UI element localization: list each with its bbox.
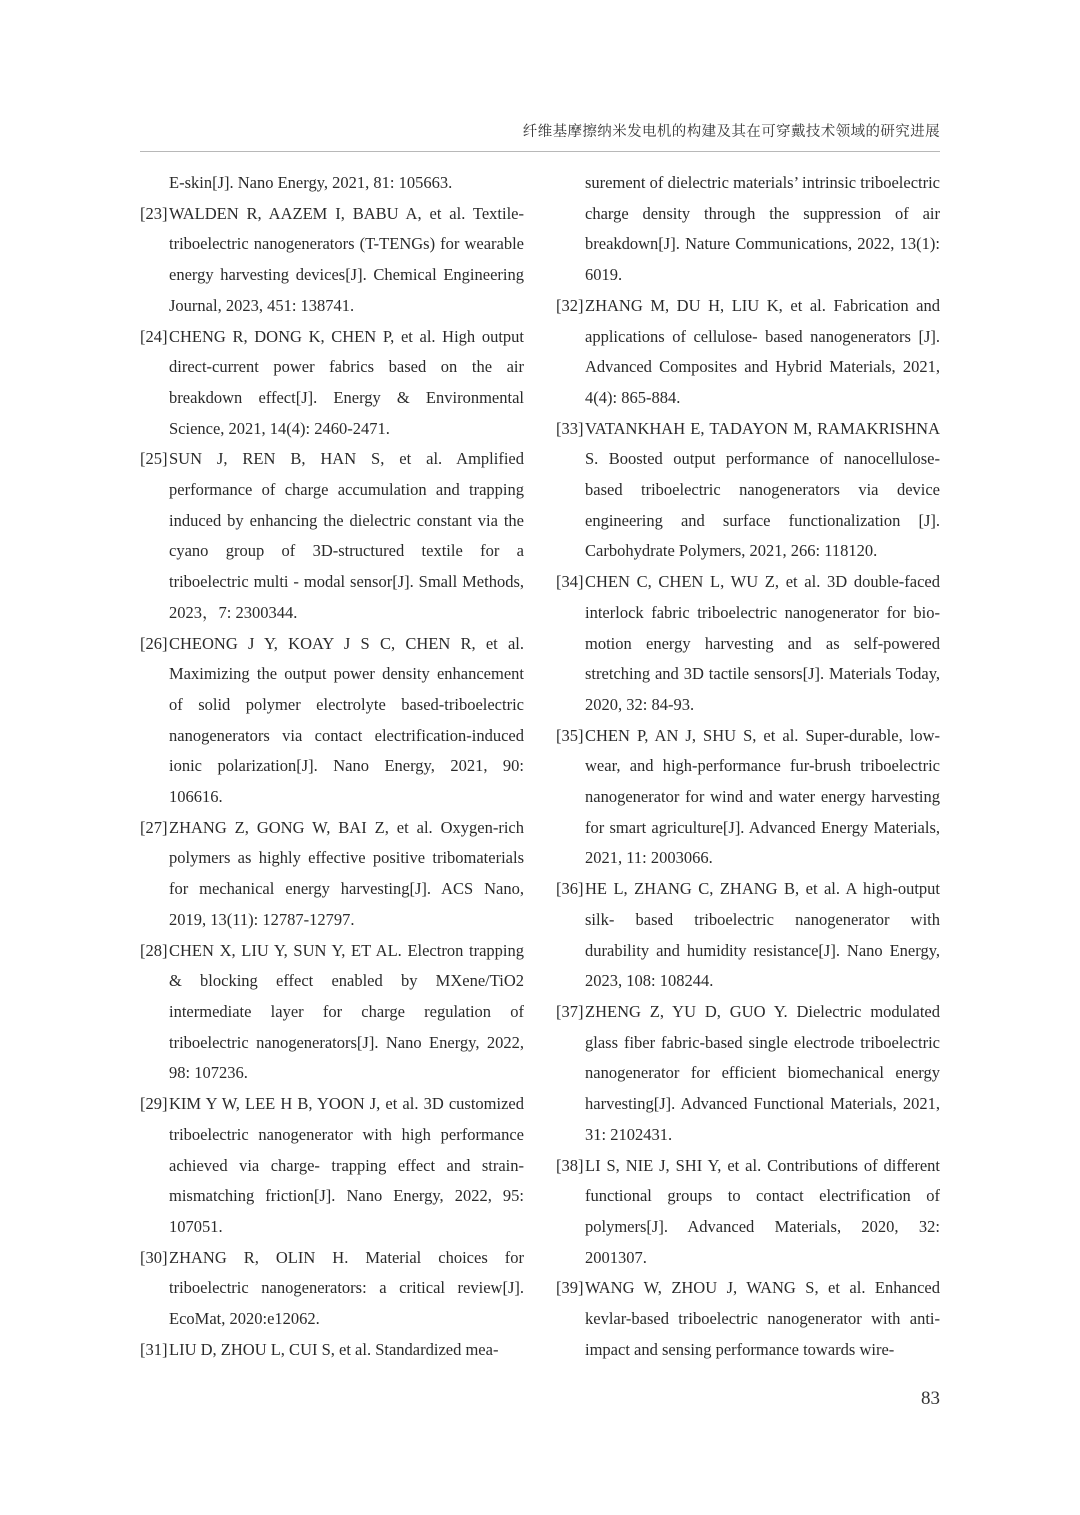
reference-text: WALDEN R, AAZEM I, BABU A, et al. Textile-triboelectric nanogenerators (T-TENGs) for wearable energy harvesting devices[J]. Chemical Engineering Journal, 2023, 451: 138741. bbox=[169, 203, 524, 315]
reference-text: ZHANG R, OLIN H. Material choices for triboelectric nanogenerators: a critical review[J]. EcoMat, 2020:e12062. bbox=[169, 1247, 524, 1329]
reference-continuation: E-skin[J]. Nano Energy, 2021, 81: 105663. bbox=[169, 173, 453, 192]
reference-item bbox=[556, 874, 940, 997]
reference-text: ZHANG Z, GONG W, BAI Z, et al. Oxygen-rich polymers as highly effective positive tribomaterials for mechanical energy harvesting[J]. ACS Nano, 2019, 13(11): 12787-12797. bbox=[169, 817, 524, 929]
reference-number: [25] bbox=[140, 449, 168, 469]
reference-item bbox=[556, 414, 940, 568]
reference-item bbox=[140, 322, 524, 445]
reference-item bbox=[556, 721, 940, 875]
reference-item bbox=[140, 936, 524, 1090]
right-column bbox=[556, 168, 940, 1365]
reference-item bbox=[140, 1243, 524, 1335]
reference-number: [37] bbox=[556, 1001, 584, 1021]
reference-item bbox=[140, 1089, 524, 1243]
reference-text: SUN J, REN B, HAN S, et al. Amplified performance of charge accumulation and trapping induced by enhancing the dielectric constant via the cyano group of 3D-structured textile for a triboelectric multi - modal sensor[J]. Small Methods, 2023，7: 2300344. bbox=[169, 449, 524, 622]
reference-number: [27] bbox=[140, 817, 168, 837]
reference-text: CHEN X, LIU Y, SUN Y, ET AL. Electron trapping & blocking effect enabled by MXene/TiO2 intermediate layer for charge regulation of triboelectric nanogenerators[J]. Nano Energy, 2022, 98: 107236. bbox=[169, 940, 524, 1083]
reference-text: ZHENG Z, YU D, GUO Y. Dielectric modulated glass fiber fabric-based single electrode triboelectric nanogenerator for efficient biomechanical energy harvesting[J]. Advanced Functional Materials, 2021, 31: 2102431. bbox=[585, 1001, 940, 1144]
reference-number: [30] bbox=[140, 1247, 168, 1267]
reference-continuation: surement of dielectric materials’ intrinsic triboelectric charge density through the suppression of air breakdown[J]. Nature Communications, 2022, 13(1): 6019. bbox=[585, 173, 940, 285]
reference-text: LIU D, ZHOU L, CUI S, et al. Standardized mea- bbox=[169, 1339, 499, 1359]
reference-number: [31] bbox=[140, 1339, 168, 1359]
reference-number: [32] bbox=[556, 295, 584, 315]
reference-item bbox=[556, 1273, 940, 1365]
reference-number: [36] bbox=[556, 879, 584, 899]
reference-text: CHEN C, CHEN L, WU Z, et al. 3D double-faced interlock fabric triboelectric nanogenerator for bio- motion energy harvesting and as self-powered stretching and 3D tactile sensors[J]. Materials Today, 2020, 32: 84-93. bbox=[585, 572, 940, 714]
reference-item bbox=[140, 199, 524, 322]
reference-item bbox=[556, 567, 940, 721]
reference-number: [23] bbox=[140, 203, 168, 223]
running-header-title: 纤维基摩擦纳米发电机的构建及其在可穿戴技术领域的研究进展 bbox=[522, 124, 940, 140]
reference-text: WANG W, ZHOU J, WANG S, et al. Enhanced kevlar-based triboelectric nanogenerator with anti-impact and sensing performance towards wire- bbox=[585, 1278, 940, 1359]
reference-number: [39] bbox=[556, 1278, 584, 1298]
reference-item bbox=[556, 291, 940, 414]
reference-text: VATANKHAH E, TADAYON M, RAMAKRISHNA S. Boosted output performance of nanocellulose- based triboelectric nanogenerators via device engineering and surface functionalization [J]. Carbohydrate Polymers, 2021, 266: 118120. bbox=[585, 418, 940, 561]
reference-text: KIM Y W, LEE H B, YOON J, et al. 3D customized triboelectric nanogenerator with high performance achieved via charge- trapping effect and strain- mismatching friction[J]. Nano Energy, 2022, 95: 107051. bbox=[169, 1094, 524, 1236]
reference-text: LI S, NIE J, SHI Y, et al. Contributions of different functional groups to contact electrification of polymers[J]. Advanced Materials, 2020, 32: 2001307. bbox=[585, 1155, 940, 1267]
page-number: 83 bbox=[921, 1388, 940, 1409]
reference-text: CHEONG J Y, KOAY J S C, CHEN R, et al. Maximizing the output power density enhancement of solid polymer electrolyte based-triboelectric nanogenerators via contact electrification-induced ionic polarization[J]. Nano Energy, 2021, 90: 106616. bbox=[169, 633, 524, 807]
reference-text: HE L, ZHANG C, ZHANG B, et al. A high-output silk- based triboelectric nanogenerator with durability and humidity resistance[J]. Nano Energy, 2023, 108: 108244. bbox=[585, 879, 940, 991]
reference-item bbox=[140, 813, 524, 936]
reference-number: [34] bbox=[556, 572, 584, 592]
reference-number: [24] bbox=[140, 326, 168, 346]
reference-number: [35] bbox=[556, 725, 584, 745]
left-column bbox=[140, 168, 524, 1365]
reference-item bbox=[556, 997, 940, 1151]
reference-item bbox=[556, 1151, 940, 1274]
reference-text: ZHANG M, DU H, LIU K, et al. Fabrication and applications of cellulose- based nanogenerators [J]. Advanced Composites and Hybrid Materials, 2021, 4(4): 865-884. bbox=[585, 295, 940, 407]
reference-number: [33] bbox=[556, 418, 584, 438]
reference-number: [28] bbox=[140, 940, 168, 960]
reference-item bbox=[140, 629, 524, 813]
header-divider bbox=[140, 151, 940, 152]
reference-item bbox=[140, 444, 524, 628]
reference-number: [38] bbox=[556, 1155, 584, 1175]
reference-text: CHENG R, DONG K, CHEN P, et al. High output direct-current power fabrics based on the air breakdown effect[J]. Energy & Environmental Science, 2021, 14(4): 2460-2471. bbox=[169, 326, 524, 438]
reference-text: CHEN P, AN J, SHU S, et al. Super-durable, low-wear, and high-performance fur-brush triboelectric nanogenerator for wind and water energy harvesting for smart agriculture[J]. Advanced Energy Materials, 2021, 11: 2003066. bbox=[585, 725, 940, 868]
reference-item bbox=[140, 1335, 524, 1366]
reference-number: [26] bbox=[140, 633, 168, 653]
reference-number: [29] bbox=[140, 1094, 168, 1114]
